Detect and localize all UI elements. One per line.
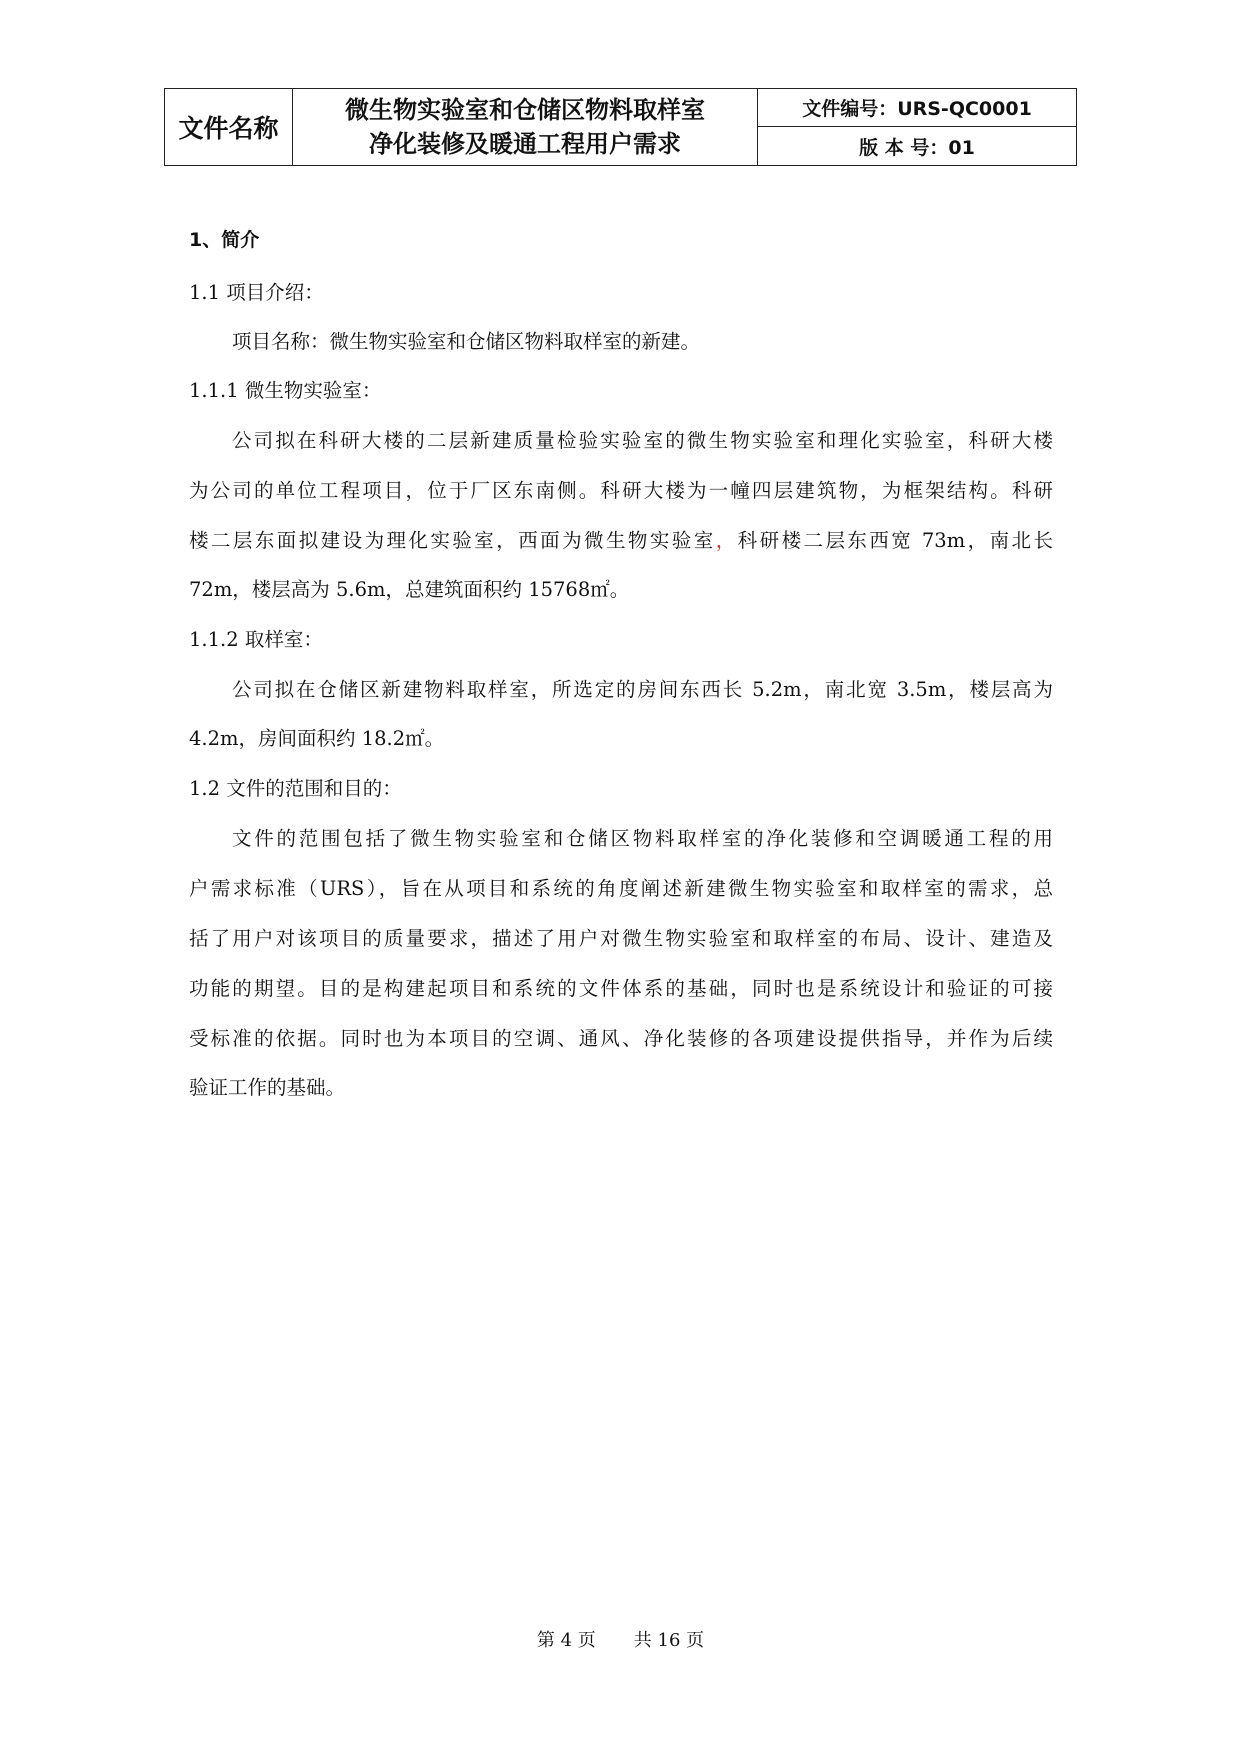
subsection-heading: 1.1 项目介绍： bbox=[189, 281, 324, 304]
text-run: 楼二层东面拟建设为理化实验室，西面为微生物实验室 bbox=[189, 529, 716, 552]
page-current: 第 4 页 bbox=[536, 1630, 596, 1651]
paragraph-line: 4.2m，房间面积约 18.2㎡。 bbox=[189, 727, 445, 750]
paragraph-line: 验证工作的基础。 bbox=[189, 1076, 346, 1099]
subsection-heading: 1.2 文件的范围和目的： bbox=[189, 777, 402, 800]
red-comma-mark: ， bbox=[715, 529, 738, 552]
section-heading: 1、简介 bbox=[189, 229, 260, 251]
paragraph-line: 项目名称：微生物实验室和仓储区物料取样室的新建。 bbox=[232, 330, 701, 353]
text-run: 科研楼二层东西宽 73m，南北长 bbox=[737, 529, 1053, 552]
paragraph-line: 括了用户对该项目的质量要求，描述了用户对微生物实验室和取样室的布局、设计、建造及 bbox=[189, 927, 1053, 950]
header-table bbox=[164, 88, 1077, 166]
doc-name-label: 文件名称 bbox=[165, 89, 293, 165]
doc-number: 文件编号：URS-QC0001 bbox=[758, 89, 1076, 127]
paragraph-line: 受标准的依据。同时也为本项目的空调、通风、净化装修的各项建设提供指导，并作为后续 bbox=[189, 1027, 1053, 1050]
subsection-heading: 1.1.1 微生物实验室： bbox=[189, 379, 382, 402]
page-footer bbox=[0, 1626, 1241, 1652]
page-total: 共 16 页 bbox=[633, 1630, 705, 1651]
paragraph-line: 为公司的单位工程项目，位于厂区东南侧。科研大楼为一幢四层建筑物，为框架结构。科研 bbox=[189, 479, 1053, 502]
doc-title bbox=[293, 89, 758, 165]
doc-version: 版 本 号：01 bbox=[859, 136, 975, 159]
paragraph-line: 公司拟在仓储区新建物料取样室，所选定的房间东西长 5.2m，南北宽 3.5m，楼层高为 bbox=[232, 678, 1053, 701]
paragraph-line: 72m，楼层高为 5.6m，总建筑面积约 15768㎡。 bbox=[189, 578, 630, 601]
doc-title-line2: 净化装修及暖通工程用户需求 bbox=[369, 130, 681, 158]
paragraph-line: 功能的期望。目的是构建起项目和系统的文件体系的基础，同时也是系统设计和验证的可接 bbox=[189, 977, 1053, 1000]
paragraph-line: 户需求标准（URS），旨在从项目和系统的角度阐述新建微生物实验室和取样室的需求，总 bbox=[189, 877, 1053, 900]
paragraph-line: 文件的范围包括了微生物实验室和仓储区物料取样室的净化装修和空调暖通工程的用 bbox=[232, 827, 1053, 850]
paragraph-line: 公司拟在科研大楼的二层新建质量检验实验室的微生物实验室和理化实验室，科研大楼 bbox=[232, 429, 1053, 452]
subsection-heading: 1.1.2 取样室： bbox=[189, 628, 323, 651]
doc-title-line1: 微生物实验室和仓储区物料取样室 bbox=[345, 96, 705, 124]
paragraph-line bbox=[189, 529, 1053, 553]
